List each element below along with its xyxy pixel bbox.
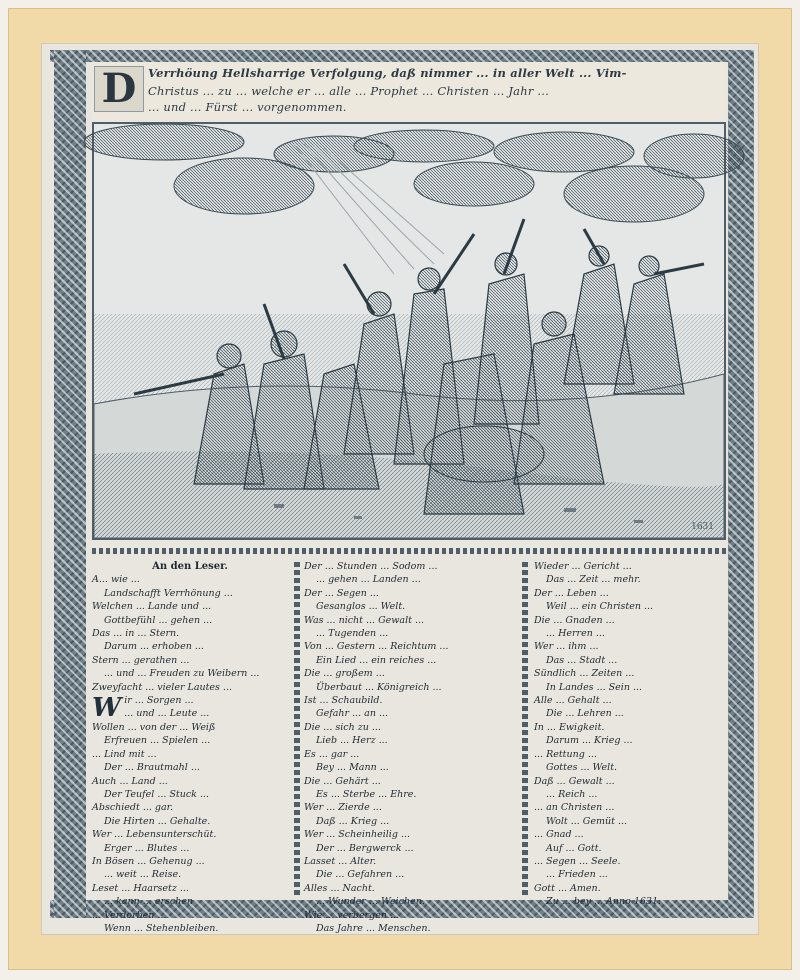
verse-line: ... Gnad ...	[534, 829, 584, 841]
verse-line: Das ... Zeit ... mehr.	[546, 574, 641, 586]
verse-line: Es ... gar ...	[304, 748, 360, 760]
verse-line: ... Reich ...	[546, 788, 598, 800]
verse-line: Erfreuen ... Spielen ...	[104, 735, 211, 747]
verse-line: Das ... Stadt ...	[546, 654, 618, 666]
verse-line: Die ... Gefahren ...	[316, 869, 405, 881]
verse-line: Gesanglos ... Welt.	[316, 601, 406, 613]
verse-line: ... Tugenden ...	[316, 628, 389, 640]
verse-line: In ... Ewigkeit.	[534, 721, 605, 733]
ornamental-border-top	[50, 50, 754, 62]
verse-line: Alle ... Gehalt ...	[534, 695, 612, 707]
verse-line: Ein Lied ... ein reiches ...	[316, 654, 437, 666]
verse-line: Gottbefühl ... gehen ...	[104, 614, 213, 626]
verse-line: Darum ... erhoben ...	[104, 641, 204, 653]
verse-line: Landschafft Verrhönung ...	[104, 587, 233, 599]
verse-line: Die ... Lehren ...	[546, 708, 624, 720]
verse-column-2	[304, 560, 516, 934]
verse-line: ... kann ... erschen	[104, 896, 194, 908]
verse-line: Wollen ... von der ... Weiß	[92, 721, 216, 733]
verse-line: Wenn ... Stehenbleiben.	[104, 922, 219, 934]
verse-line: Bey ... Mann ...	[316, 762, 389, 774]
verse-line: Die ... großem ...	[304, 668, 385, 680]
verse-line: Daß ... Krieg ...	[316, 815, 390, 827]
verse-line: Wer ... ihm ...	[534, 641, 599, 653]
verse-line: Es ... Sterbe ... Ehre.	[316, 788, 417, 800]
verse-line: Daß ... Gewalt ...	[534, 775, 615, 787]
verse-line: ... Herren ...	[546, 628, 605, 640]
verse-line: Alles ... Nacht.	[304, 882, 375, 894]
verse-line: Das Jahre ... Menschen.	[316, 922, 431, 934]
verse-line: Darum ... Krieg ...	[546, 735, 633, 747]
verse-line: Gott ... Amen.	[534, 882, 601, 894]
ornamental-border-left	[54, 50, 86, 918]
verse-line: Auch ... Land ...	[92, 775, 168, 787]
verse-line: ... Verdorben ...	[92, 909, 167, 921]
verse-line: ... und ... Freuden zu Weibern ...	[104, 668, 260, 680]
title-line-3: ... und ... Fürst ... vorgenommen.	[148, 100, 347, 114]
verse-line: Weil ... ein Christen ...	[546, 601, 654, 613]
verse-line: ... Lind mit ...	[92, 748, 157, 760]
verse-line: ... Rettung ...	[534, 748, 597, 760]
verse-line: In Landes ... Sein ...	[546, 681, 643, 693]
verse-line: Der ... Segen ...	[304, 587, 379, 599]
verse-line: A... wie ...	[92, 574, 140, 586]
plate-number: 1631	[691, 522, 714, 532]
column-rule-1	[294, 562, 300, 896]
verse-line: Der ... Leben ...	[534, 587, 609, 599]
title-line-1: Verrhöung Hellsharrige Verfolgung, daß nimmer ... in aller Welt ... Vim-	[148, 66, 627, 80]
verse-line: ... an Christen ...	[534, 802, 615, 814]
ornamental-border-right	[728, 50, 754, 918]
verse-line: ... Segen ... Seele.	[534, 855, 621, 867]
engraving-illustration	[92, 122, 726, 540]
verse-line: ir ... Sorgen ...	[124, 695, 194, 707]
verse-line: Zweyfacht ... vieler Lautes ...	[92, 681, 232, 693]
title-initial: D	[94, 66, 144, 112]
title-block	[92, 62, 726, 120]
verse-line: Wer ... Scheinheilig ...	[304, 829, 410, 841]
verse-line: ... Wunder ... Weichen.	[316, 896, 425, 908]
verse-line: Wie ... verbergen ...	[304, 909, 400, 921]
verse-line: Der ... Brautmahl ...	[104, 762, 200, 774]
verse-line: Die ... Gehärt ...	[304, 775, 381, 787]
title-line-2: Christus ... zu ... welche er ... alle ... Prophet ... Christen ... Jahr ...	[148, 84, 549, 98]
verse-line: Leset ... Haarsetz ...	[92, 882, 189, 894]
verse-line: Wer ... Zierde ...	[304, 802, 382, 814]
verse-line: Auf ... Gott.	[546, 842, 602, 854]
verse-line: Erger ... Blutes ...	[104, 842, 190, 854]
verse-line: ... gehen ... Landen ...	[316, 574, 421, 586]
verse-line: Von ... Gestern ... Reichtum ...	[304, 641, 449, 653]
verse-line: Was ... nicht ... Gewalt ...	[304, 614, 425, 626]
verse-line: Zu ... bey ... Anno 1631.	[546, 896, 662, 908]
verse-line: ... und ... Leute ...	[124, 708, 210, 720]
verse-line: ... weit ... Reise.	[104, 869, 182, 881]
fallen-figure	[424, 426, 544, 482]
verse-column-3	[534, 560, 726, 908]
verse-line: Die ... Gnaden ...	[534, 614, 615, 626]
verse-line: Abschiedt ... gar.	[92, 802, 174, 814]
column-rule-2	[522, 562, 528, 896]
verse-line: Die ... sich zu ...	[304, 721, 381, 733]
section-divider	[92, 548, 726, 554]
verse-line: Der Teufel ... Stuck ...	[104, 788, 210, 800]
verse-line: Gefahr ... an ...	[316, 708, 389, 720]
engraving-scene	[94, 124, 724, 538]
verse-line: Sündlich ... Zeiten ...	[534, 668, 635, 680]
verse-line: Der ... Stunden ... Sodom ...	[304, 561, 438, 572]
verse-line: ... Frieden ...	[546, 869, 608, 881]
verse-line: Ist ... Schaubild.	[304, 695, 383, 707]
verse-line: Lasset ... Alter.	[304, 855, 377, 867]
verse-line: Das ... in ... Stern.	[92, 628, 180, 640]
verse-line: Gottes ... Welt.	[546, 762, 618, 774]
verse-line: In Bösen ... Gehenug ...	[92, 855, 205, 867]
verse-line: Die Hirten ... Gehalte.	[104, 815, 211, 827]
verse-line: Welchen ... Lande und ...	[92, 601, 212, 613]
verse-column-1	[92, 560, 288, 934]
verse-line: Lieb ... Herz ...	[316, 735, 388, 747]
column-heading: An den Leser.	[152, 561, 228, 572]
verse-line: Der ... Bergwerck ...	[316, 842, 414, 854]
verse-line: Stern ... gerathen ...	[92, 654, 190, 666]
verse-line: Wer ... Lebensunterschüt.	[92, 829, 217, 841]
drop-cap: W	[92, 693, 122, 724]
verse-line: Wieder ... Gericht ...	[534, 561, 632, 572]
verse-line: Überbaut ... Königreich ...	[316, 681, 442, 693]
verse-line: Wolt ... Gemüt ...	[546, 815, 628, 827]
